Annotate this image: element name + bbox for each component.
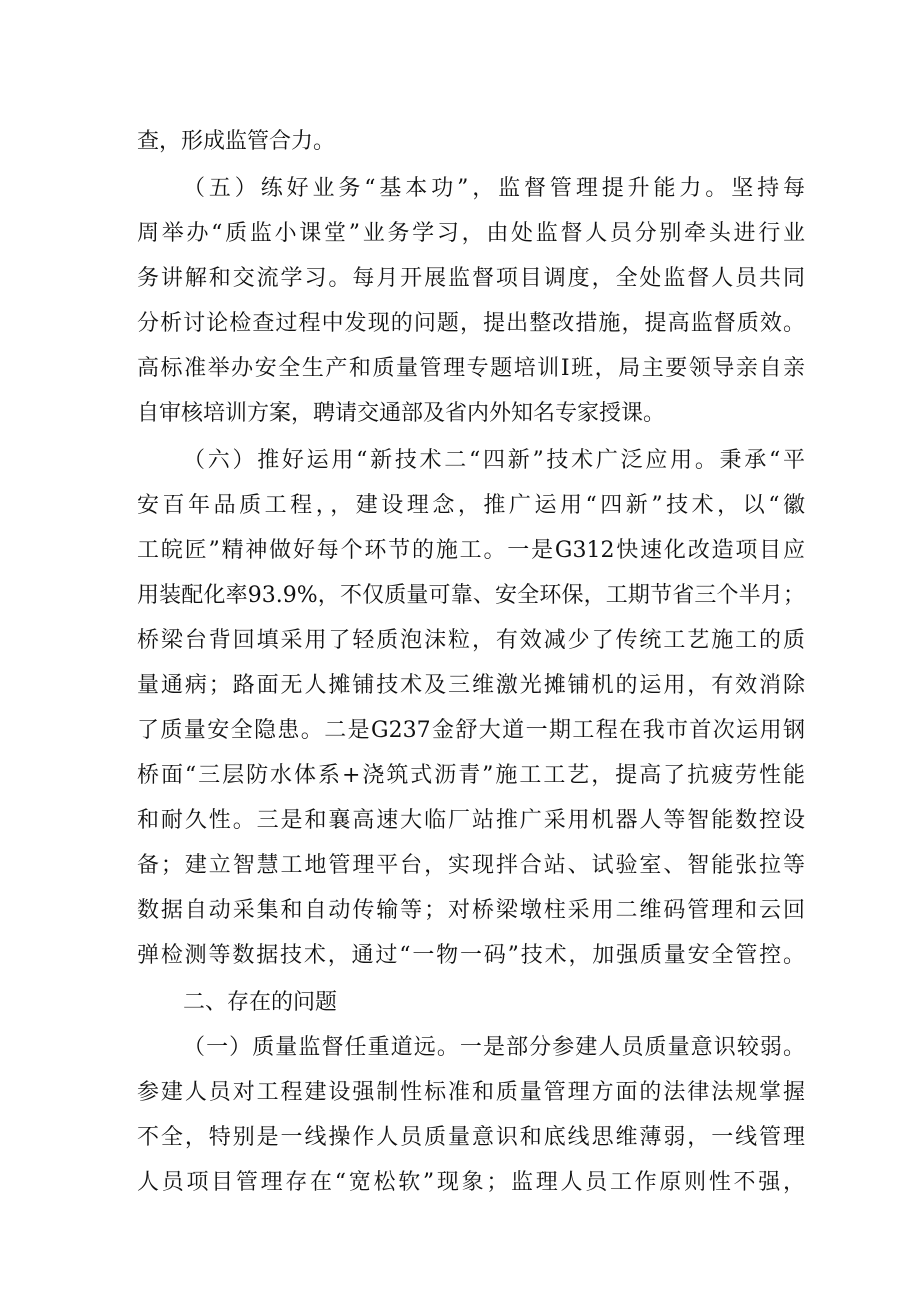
paragraph-heading: （一）质量监督任重道远。一是部分参建人员质量意识较弱。 (183, 1035, 805, 1060)
text-line: 安百年品质工程，，建设理念，推广运用“四新”技术，以“徽 (137, 493, 805, 518)
text-line: 量通病；路面无人摊铺技术及三维激光摊铺机的运用，有效消除 (137, 673, 805, 698)
text-line: 桥梁台背回填采用了轻质泡沫粒，有效减少了传统工艺施工的质 (137, 628, 805, 653)
text-line: 参建人员对工程建设强制性标准和质量管理方面的法律法规掌握 (137, 1080, 805, 1105)
text-line: 工皖匠”精神做好每个环节的施工。一是G312快速化改造项目应 (137, 538, 805, 563)
text-line: 用装配化率93.9%，不仅质量可靠、安全环保，工期节省三个半月； (137, 583, 805, 608)
text-line: 和耐久性。三是和襄高速大临厂站推广采用机器人等智能数控设 (137, 808, 805, 833)
paragraph-heading: （六）推好运用“新技术二“四新”技术广泛应用。秉承“平 (183, 448, 805, 473)
text-line: 分析讨论检查过程中发现的问题，提出整改措施，提高监督质效。 (137, 311, 805, 336)
paragraph-heading: （五）练好业务“基本功”，监督管理提升能力。坚持每 (183, 176, 805, 201)
text-line: 备；建立智慧工地管理平台，实现拌合站、试验室、智能张拉等 (137, 853, 805, 878)
text-line: 数据自动采集和自动传输等；对桥梁墩柱采用二维码管理和云回 (137, 898, 805, 923)
text-line: 人员项目管理存在“宽松软”现象；监理人员工作原则性不强， (137, 1170, 805, 1195)
text-line: 了质量安全隐患。二是G237金舒大道一期工程在我市首次运用钢 (137, 718, 805, 743)
text-line: 桥面“三层防水体系+浇筑式沥青”施工工艺，提高了抗疲劳性能 (137, 763, 805, 788)
text-line: 弹检测等数据技术，通过“一物一码”技术，加强质量安全管控。 (137, 943, 805, 968)
text-line: 不全，特别是一线操作人员质量意识和底线思维薄弱，一线管理 (137, 1125, 805, 1150)
text-line: 高标准举办安全生产和质量管理专题培训I班，局主要领导亲自亲 (137, 356, 805, 381)
text-line: 周举办“质监小课堂”业务学习，由处监督人员分别牵头进行业 (137, 221, 805, 246)
text-line: 务讲解和交流学习。每月开展监督项目调度，全处监督人员共同 (137, 266, 805, 291)
text-line: 自审核培训方案，聘请交通部及省内外知名专家授课。 (137, 401, 666, 426)
section-heading: 二、存在的问题 (183, 990, 338, 1015)
text-line: 查，形成监管合力。 (137, 129, 336, 154)
